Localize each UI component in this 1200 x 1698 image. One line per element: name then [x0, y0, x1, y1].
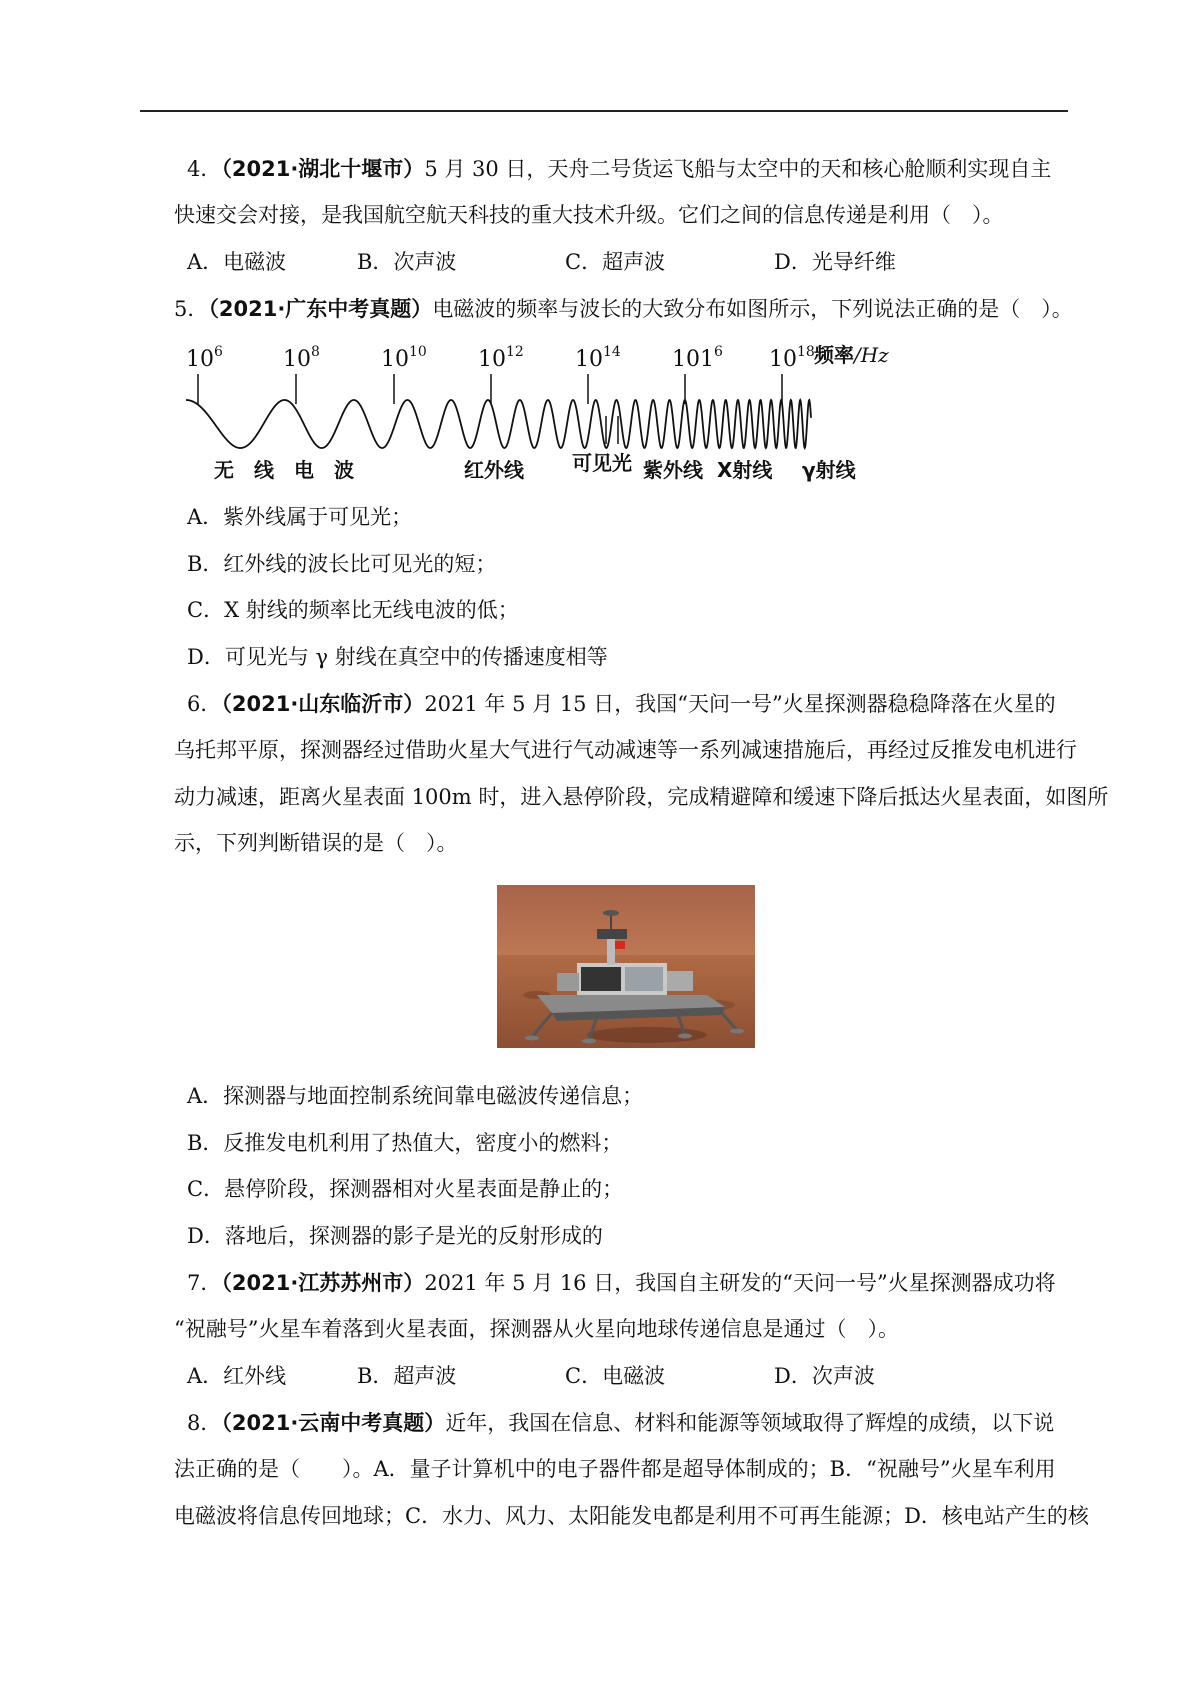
question-8-number: 8． — [187, 1411, 222, 1435]
question-8-source: （2021·云南中考真题） — [221, 1411, 446, 1435]
question-8-text: 近年，我国在信息、材料和能源等领域取得了辉煌的成绩，以下说 — [445, 1411, 1055, 1435]
question-5-option-c: C．X 射线的频率比无线电波的低； — [187, 598, 519, 622]
tick-label-1e14: $10^{14}$ — [575, 344, 621, 372]
question-7-number: 7． — [187, 1271, 222, 1295]
mars-lander-photo — [497, 885, 755, 1048]
question-5-option-d: D．可见光与 γ 射线在真空中的传播速度相等 — [187, 645, 608, 669]
question-4-option-c: C．超声波 — [565, 250, 666, 274]
question-7-option-b: B．超声波 — [357, 1364, 457, 1388]
band-ultraviolet: 紫外线 — [643, 458, 703, 482]
question-6-line-2: 乌托邦平原，探测器经过借助火星大气进行气动减速等一系列减速措施后，再经过反推发电机进行 — [174, 738, 1077, 762]
question-4-text: 5 月 30 日，天舟二号货运飞船与太空中的天和核心舱顺利实现自主 — [424, 157, 1052, 181]
question-7-option-a: A．红外线 — [187, 1364, 287, 1388]
question-8-line-2: 法正确的是（ ）。A．量子计算机中的电子器件都是超导体制成的；B．“祝融号”火星车利用 — [174, 1457, 1056, 1481]
question-7-option-d: D．次声波 — [774, 1364, 875, 1388]
em-spectrum-diagram — [186, 336, 889, 486]
question-6-line-3: 动力减速，距离火星表面 100m 时，进入悬停阶段，完成精避障和缓速下降后抵达火星表面，如图所 — [174, 785, 1109, 809]
question-6-number: 6． — [187, 692, 222, 716]
question-7-source: （2021·江苏苏州市） — [221, 1271, 425, 1295]
question-4-line-1 — [187, 154, 1051, 184]
question-5-number: 5． — [174, 297, 209, 321]
question-8-line-3: 电磁波将信息传回地球；C．水力、风力、太阳能发电都是利用不可再生能源；D．核电站产生的核 — [174, 1504, 1089, 1528]
question-5-line-1 — [174, 294, 1073, 324]
axis-label-frequency: 频率/Hz — [814, 343, 889, 367]
band-radio-waves: 无 线 电 波 — [214, 458, 354, 482]
tick-label-1e10: $10^{10}$ — [381, 344, 427, 372]
tick-label-1e12: $10^{12}$ — [478, 344, 524, 372]
question-5-option-a: A．紫外线属于可见光； — [187, 505, 413, 529]
tick-label-1e8: $10^8$ — [283, 344, 320, 372]
question-6-option-b: B．反推发电机利用了热值大，密度小的燃料； — [187, 1131, 623, 1155]
header-rule — [140, 110, 1068, 112]
band-gamma-ray: γ射线 — [802, 458, 856, 482]
question-6-text: 2021 年 5 月 15 日，我国“天问一号”火星探测器稳稳降落在火星的 — [424, 692, 1056, 716]
question-8-line-1 — [187, 1408, 1054, 1438]
question-4-option-a: A．电磁波 — [187, 250, 287, 274]
question-4-option-d: D．光导纤维 — [774, 250, 896, 274]
question-6-option-c: C．悬停阶段，探测器相对火星表面是静止的； — [187, 1177, 624, 1201]
band-x-ray: X射线 — [717, 458, 773, 482]
tick-label-1e6: $10^6$ — [186, 344, 223, 372]
question-6-source: （2021·山东临沂市） — [221, 692, 425, 716]
question-4-source: （2021·湖北十堰市） — [221, 157, 425, 181]
question-5-source: （2021·广东中考真题） — [208, 297, 433, 321]
question-7-line-2: “祝融号”火星车着落到火星表面，探测器从火星向地球传递信息是通过（ ）。 — [174, 1317, 899, 1341]
question-6-line-1 — [187, 689, 1056, 719]
question-7-option-c: C．电磁波 — [565, 1364, 666, 1388]
tick-label-1e16: $101^6$ — [672, 344, 723, 372]
wave-curve — [186, 400, 811, 448]
question-7-text: 2021 年 5 月 16 日，我国自主研发的“天问一号”火星探测器成功将 — [424, 1271, 1056, 1295]
question-4-number: 4． — [187, 157, 222, 181]
question-4-option-b: B．次声波 — [357, 250, 457, 274]
band-infrared: 红外线 — [464, 458, 524, 482]
question-5-option-b: B．红外线的波长比可见光的短； — [187, 552, 497, 576]
question-4-line-2: 快速交会对接，是我国航空航天科技的重大技术升级。它们之间的信息传递是利用（ ）。 — [174, 203, 1004, 227]
question-6-option-a: A．探测器与地面控制系统间靠电磁波传递信息； — [187, 1084, 644, 1108]
question-5-text: 电磁波的频率与波长的大致分布如图所示，下列说法正确的是（ ）。 — [432, 297, 1073, 321]
tick-label-1e18: $10^{18}$ — [769, 344, 815, 372]
question-6-option-d: D．落地后，探测器的影子是光的反射形成的 — [187, 1224, 603, 1248]
question-6-line-4: 示，下列判断错误的是（ ）。 — [174, 831, 458, 855]
band-visible-light: 可见光 — [572, 451, 632, 475]
question-7-line-1 — [187, 1268, 1056, 1298]
